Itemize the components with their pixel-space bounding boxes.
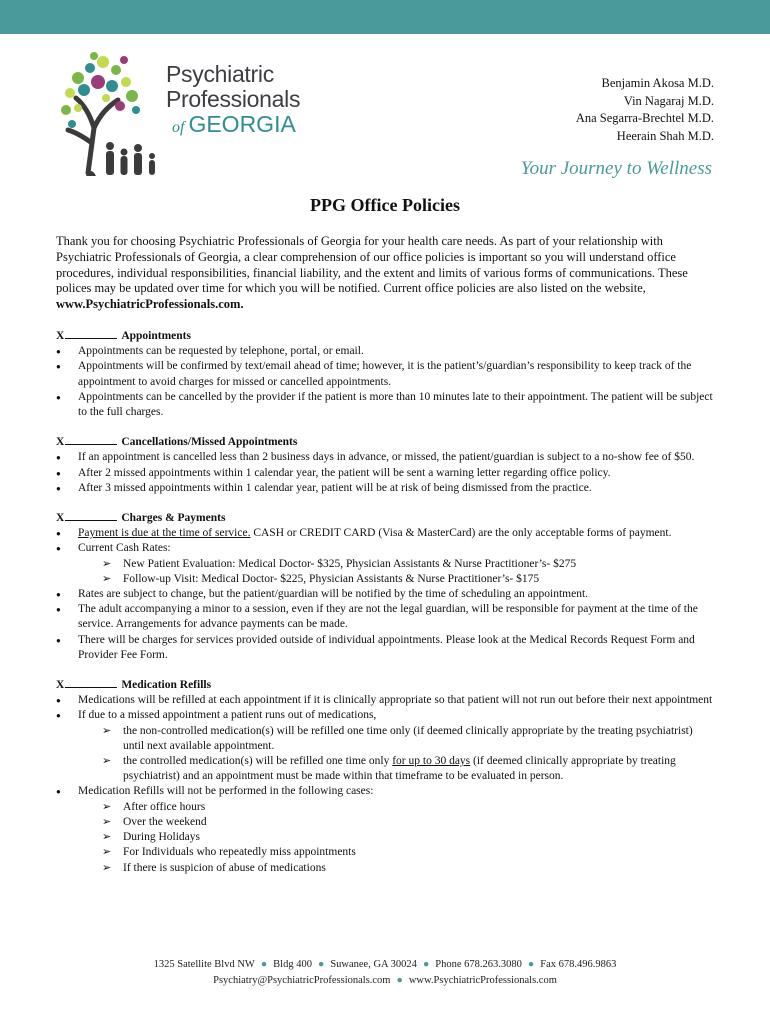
list-item: ● After 3 missed appointments within 1 calendar year, patient will be at risk of being dismissed from the practice. [56,481,716,496]
sub-list-item: ➢ For Individuals who repeatedly miss appointments [102,845,716,860]
list-item: ● There will be charges for services provided outside of individual appointments. Please look at the Medical Records Request Form and Provider Fee Form. [56,633,716,663]
logo-line-3: of GEORGIA [172,111,296,137]
sub-list-item: ➢ If there is suspicion of abuse of medications [102,861,716,876]
initials-blank[interactable] [65,510,117,521]
footer [0,957,770,988]
section-heading-charges: X Charges & Payments [56,512,226,525]
section-heading-appointments: X Appointments [56,330,191,342]
list-item: ● Medications will be refilled at each appointment if it is clinically appropriate so that patient will not run out before their next appointment [56,693,716,708]
sub-list-item: ➢ the non-controlled medication(s) will be refilled one time only (if deemed clinically appropriate by the treating psychiatrist) until next available appointment. [102,724,716,754]
list-item: ● Payment is due at the time of service. CASH or CREDIT CARD (Visa & MasterCard) are the only acceptable forms of payment. [56,526,716,541]
list-item: ● Appointments can be cancelled by the provider if the patient is more than 10 minutes late to their appointment. The patient will be subject to the full charges. [56,390,716,420]
initials-blank[interactable] [65,434,117,445]
initials-blank[interactable] [65,328,117,339]
list-item: ● Medication Refills will not be performed in the following cases: ➢ After office hours ➢ Over the weekend ➢ During Holidays ➢ For Individuals who repeatedly miss appointments ➢ If there is suspicion of abuse of medications [56,784,716,875]
cancellations-list [56,450,716,496]
tagline: Your Journey to Wellness [520,158,712,179]
sub-list-item: ➢ Follow-up Visit: Medical Doctor- $225, Physician Assistants & Nurse Practitioner’s- $175 [102,572,716,587]
doctor-list [576,75,714,145]
bullet-separator-icon: ● [396,974,403,986]
policy-content [56,328,716,876]
no-refill-cases-list [78,800,716,876]
list-item: ● Appointments can be requested by telephone, portal, or email. [56,344,716,359]
list-item: ● After 2 missed appointments within 1 calendar year, the patient will be sent a warning letter regarding office policy. [56,466,716,481]
footer-email[interactable]: Psychiatry@PsychiatricProfessionals.com [213,974,391,986]
cash-rates-list [78,557,716,587]
intro-paragraph: Thank you for choosing Psychiatric Professionals of Georgia for your health care needs. As part of your relationship with Psychiatric Professionals of Georgia, a clear comprehension of our office policies is important so you will understand office procedures, individual responsibilities, financial liability, and the extent and limits of various forms of communications. These polices may be updated over time for which you will be notified. Current office policies are also listed on the website, www.PsychiatricProfessionals.com. [56,234,688,312]
sub-list-item: ➢ Over the weekend [102,815,716,830]
footer-website[interactable]: www.PsychiatricProfessionals.com [408,974,557,986]
list-item: ● If an appointment is cancelled less than 2 business days in advance, or missed, the patient/guardian is subject to a no-show fee of $50. [56,450,716,465]
initials-blank[interactable] [65,677,117,688]
section-heading-refills: X Medication Refills [56,679,212,692]
logo-line-2: Professionals [166,86,301,112]
bullet-separator-icon: ● [422,959,430,970]
refills-list [56,693,716,875]
sub-list-item: ➢ During Holidays [102,830,716,845]
doctor-name: Ana Segarra-Brechtel M.D. [575,111,714,125]
logo-wordmark [166,62,300,140]
top-banner [0,0,770,34]
doctor-name: Benjamin Akosa M.D. [601,76,714,90]
list-item: ● Appointments will be confirmed by text/email ahead of time; however, it is the patient’s/guardian’s responsibility to keep track of the appointment to avoid charges for missed or cancelled appointments. [56,359,716,389]
appointments-list [56,344,716,420]
list-item: ● Current Cash Rates: ➢ New Patient Evaluation: Medical Doctor- $325, Physician Assistants & Nurse Practitioner’s- $275 ➢ Follow-up Visit: Medical Doctor- $225, Physician Assistants & Nurse Practitioner’s- $175 [56,541,716,587]
page-title: PPG Office Policies [310,195,460,215]
sub-list-item: ➢ New Patient Evaluation: Medical Doctor- $325, Physician Assistants & Nurse Practitioner’s- $275 [102,557,716,572]
doctor-name: Vin Nagaraj M.D. [623,93,714,108]
footer-contact-line [0,973,770,989]
charges-list [56,526,716,663]
sub-list-item: ➢ After office hours [102,800,716,815]
logo-line-1: Psychiatric [166,61,274,87]
list-item: ● The adult accompanying a minor to a session, even if they are not the legal guardian, will be responsible for payment at the time of the service. Arrangements for advance payments can be made. [56,602,716,632]
bullet-separator-icon: ● [317,959,325,970]
website-link[interactable]: www.PsychiatricProfessionals.com. [56,297,244,312]
missed-appointment-sublist [78,724,716,785]
doctor-name: Heerain Shah M.D. [616,128,714,143]
sub-list-item: ➢ the controlled medication(s) will be refilled one time only for up to 30 days (if deemed clinically appropriate by treating psychiatrist) and an appointment must be made within that timeframe to be evaluated in person. [102,754,716,784]
bullet-separator-icon: ● [260,959,268,970]
tree-family-icon [58,48,168,188]
list-item: ● If due to a missed appointment a patient runs out of medications, ➢ the non-controlled medication(s) will be refilled one time only (if deemed clinically appropriate by the treating psychiatrist) until next available appointment. ➢ the controlled medication(s) will be refilled one time only for up to 30 days (if deemed clinically appropriate by treating psychiatrist) and an appointment must be made within that timeframe to be evaluated in person. [56,708,716,784]
practice-logo [58,48,328,188]
footer-address-line: 1325 Satellite Blvd NW ● Bldg 400 ● Suwanee, GA 30024 ● Phone 678.263.3080 ● Fax 678.496.9863 [153,959,617,970]
bullet-separator-icon: ● [527,959,535,970]
section-heading-cancellations: X Cancellations/Missed Appointments [56,436,298,449]
list-item: ● Rates are subject to change, but the patient/guardian will be notified by the time of scheduling an appointment. [56,587,716,602]
